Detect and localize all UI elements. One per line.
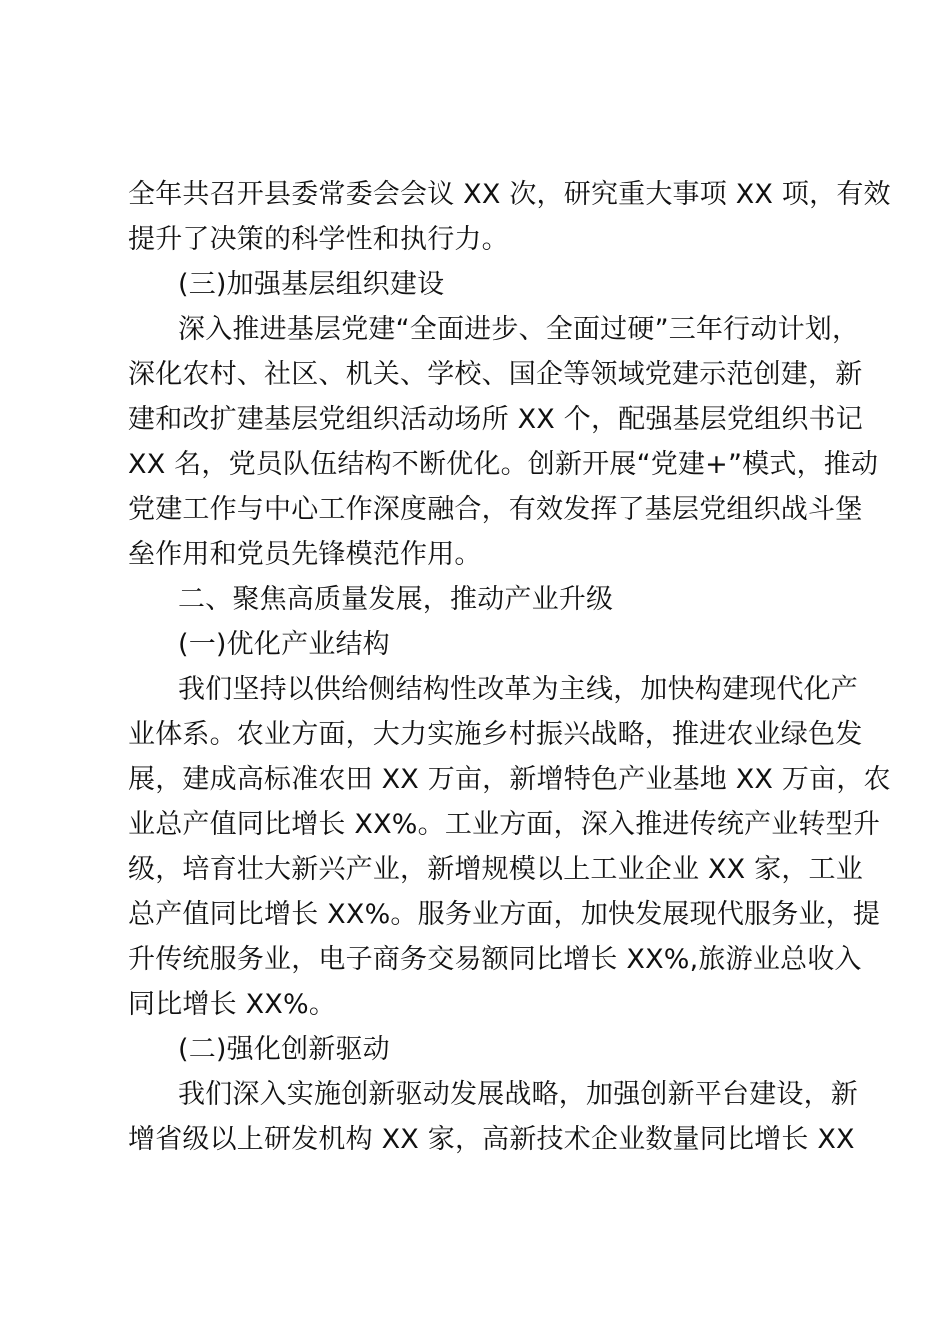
text-line: 党建工作与中心工作深度融合，有效发挥了基层党组织战斗堡	[128, 494, 863, 525]
text-line: 业总产值同比增长 XX%。工业方面，深入推进传统产业转型升	[128, 809, 881, 840]
heading-strengthen-grassroots: (三)加强基层组织建设	[178, 269, 445, 300]
document-body	[128, 172, 891, 1162]
text-line: 深化农村、社区、机关、学校、国企等领域党建示范创建，新	[128, 359, 863, 390]
text-line: 展，建成高标准农田 XX 万亩，新增特色产业基地 XX 万亩，农	[128, 764, 891, 795]
text-line: 我们深入实施创新驱动发展战略，加强创新平台建设，新	[178, 1079, 858, 1110]
paragraph-industry-structure	[128, 667, 891, 1027]
text-line: 业体系。农业方面，大力实施乡村振兴战略，推进农业绿色发	[128, 719, 863, 750]
text-line: 总产值同比增长 XX%。服务业方面，加快发展现代服务业，提	[128, 899, 881, 930]
paragraph-decision-making	[128, 172, 891, 262]
section-title-high-quality-development: 二、聚焦高质量发展，推动产业升级	[178, 584, 614, 615]
text-line: 深入推进基层党建“全面进步、全面过硬”三年行动计划，	[178, 314, 860, 345]
text-line: XX 名，党员队伍结构不断优化。创新开展“党建+”模式，推动	[128, 449, 879, 480]
text-line: 垒作用和党员先锋模范作用。	[128, 539, 482, 570]
heading-optimize-industry: (一)优化产业结构	[178, 629, 390, 660]
text-line: 提升了决策的科学性和执行力。	[128, 224, 509, 255]
paragraph-grassroots-party-building	[128, 307, 879, 577]
text-line: 全年共召开县委常委会会议 XX 次，研究重大事项 XX 项，有效	[128, 179, 891, 210]
text-line: 级，培育壮大新兴产业，新增规模以上工业企业 XX 家，工业	[128, 854, 863, 885]
text-line: 增省级以上研发机构 XX 家，高新技术企业数量同比增长 XX	[128, 1124, 855, 1155]
text-line: 建和改扩建基层党组织活动场所 XX 个，配强基层党组织书记	[128, 404, 863, 435]
text-line: 同比增长 XX%。	[128, 989, 337, 1020]
text-line: 升传统服务业，电子商务交易额同比增长 XX%,旅游业总收入	[128, 944, 862, 975]
heading-innovation-driven: (二)强化创新驱动	[178, 1034, 390, 1065]
text-line: 我们坚持以供给侧结构性改革为主线，加快构建现代化产	[178, 674, 858, 705]
paragraph-innovation	[128, 1072, 858, 1162]
